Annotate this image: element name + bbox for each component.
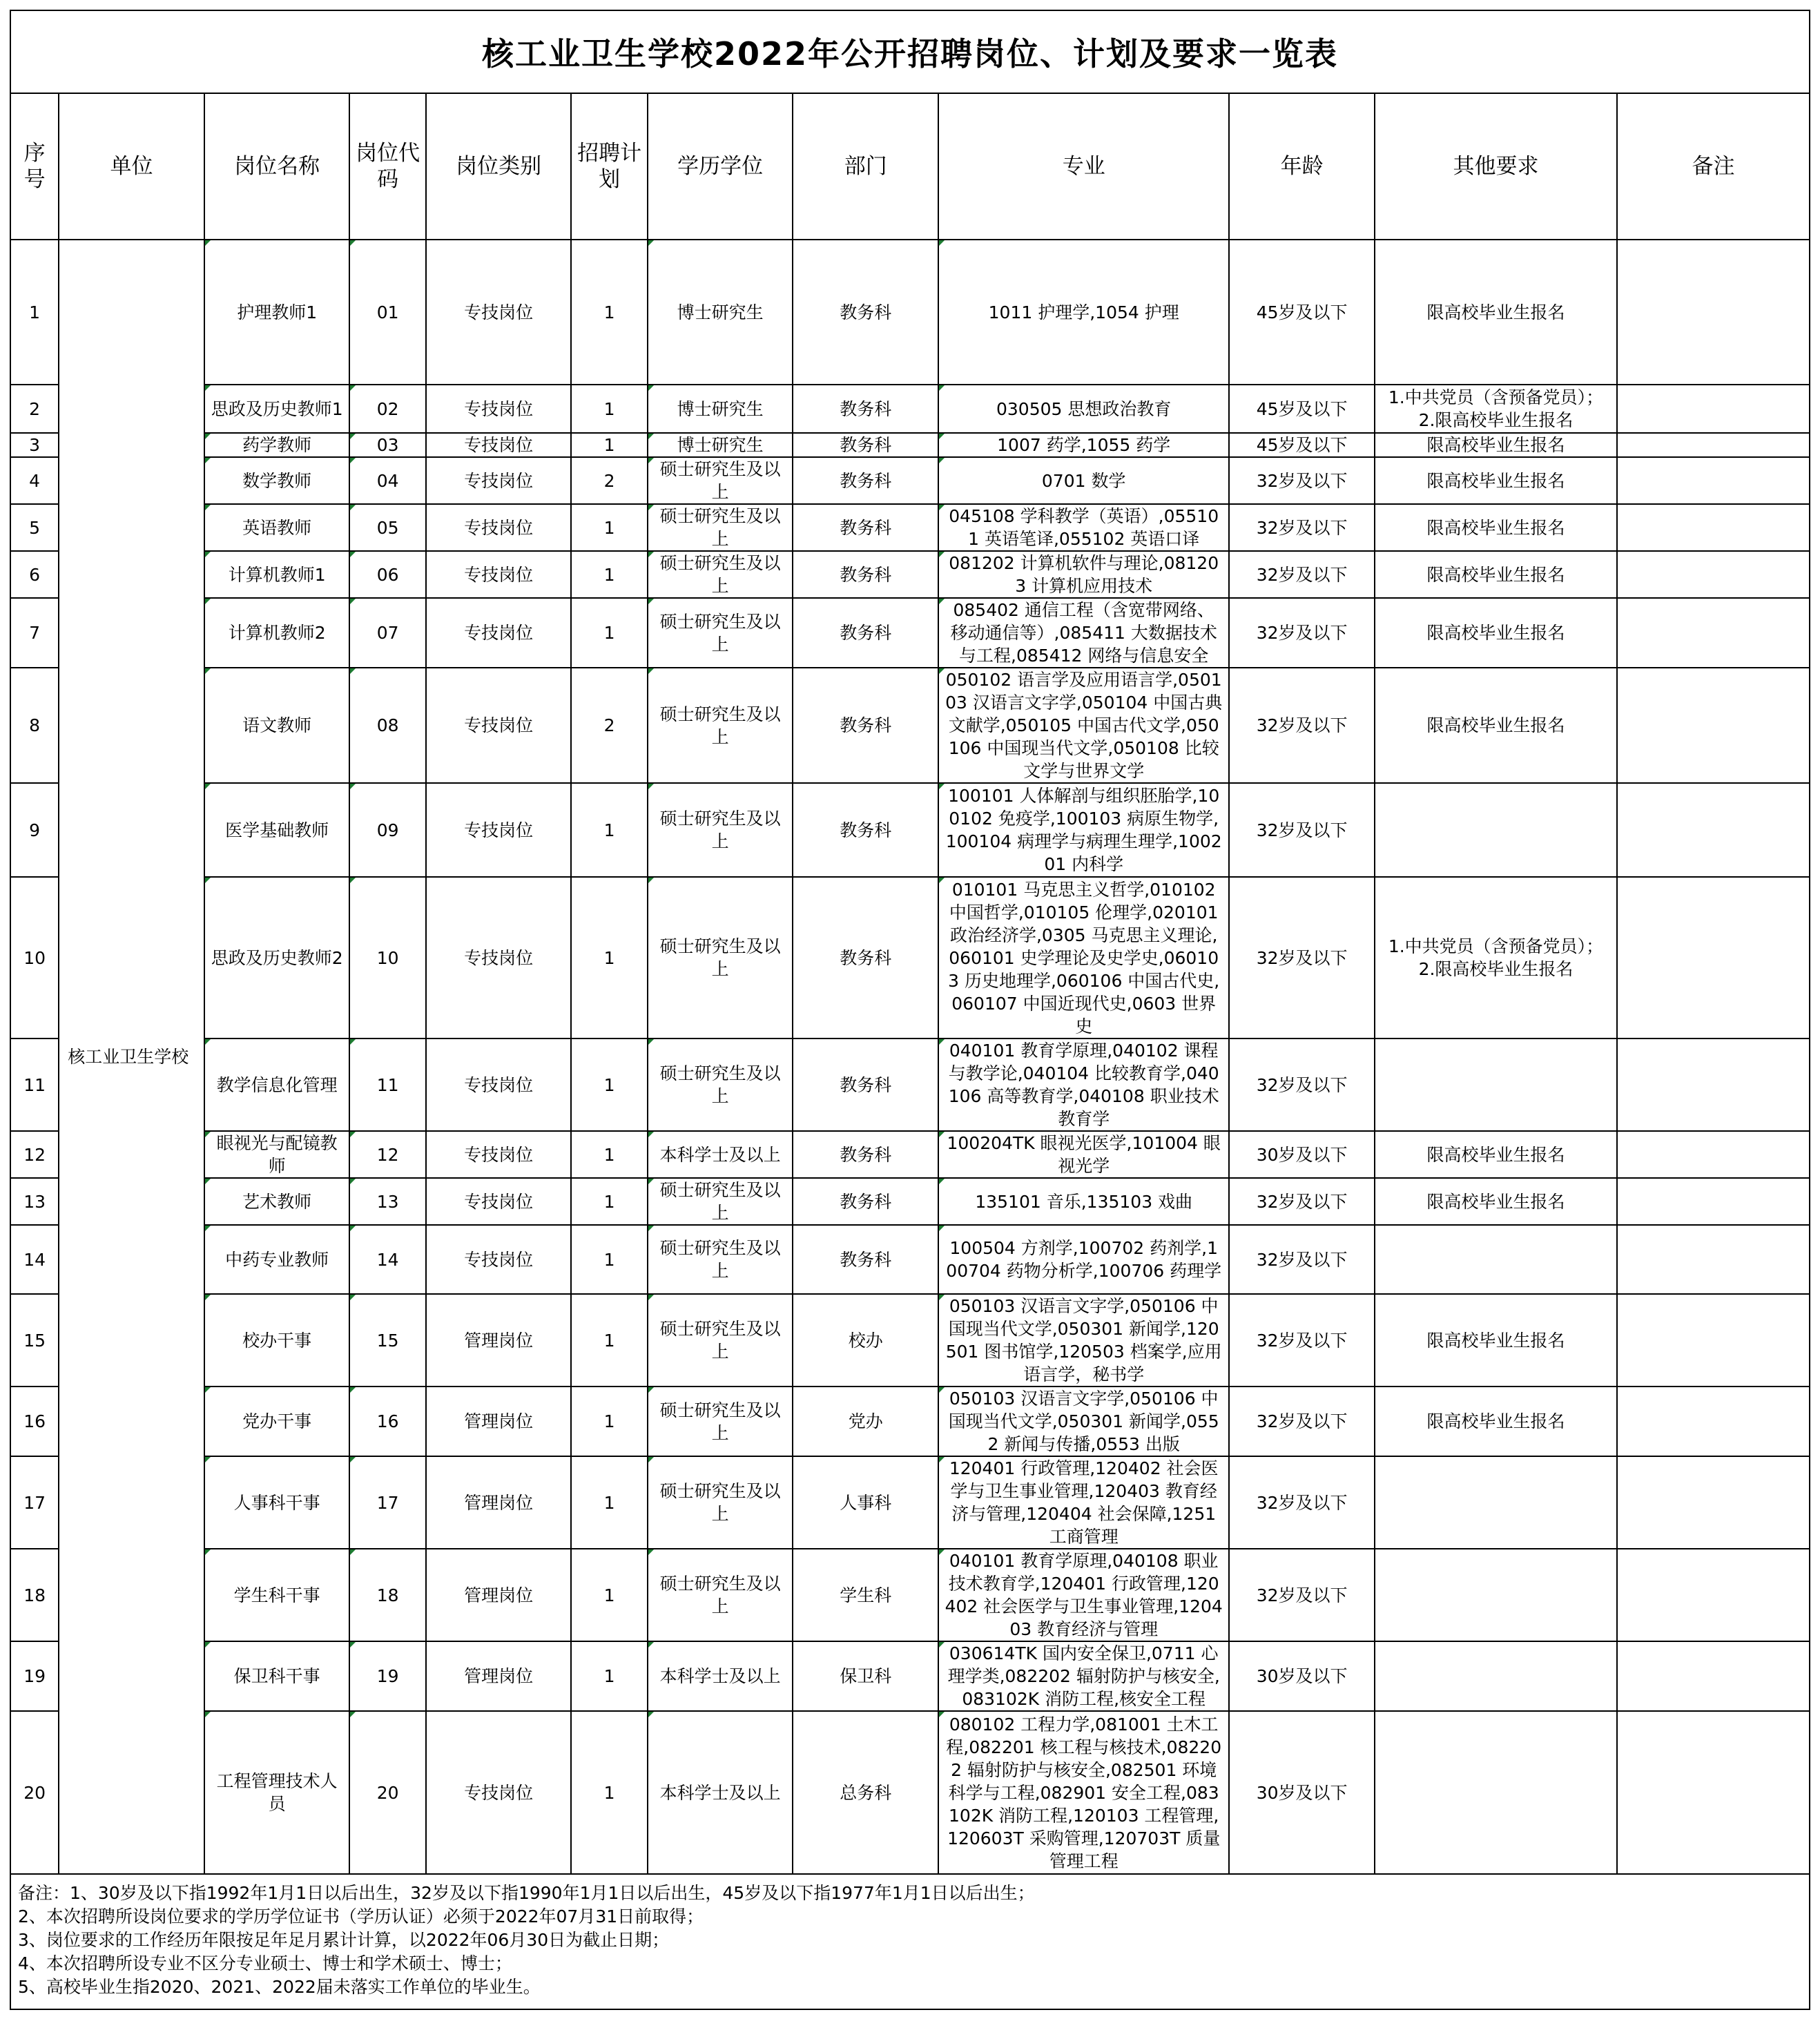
position-type-cell: 专技岗位: [426, 385, 572, 433]
row-no-cell: 2: [10, 385, 59, 433]
major-cell: 050103 汉语言文字学,050106 中国现当代文学,050301 新闻学,0552 新闻与传播,0553 出版: [938, 1387, 1229, 1456]
row-no-cell: 20: [10, 1711, 59, 1874]
major-cell: 050102 语言学及应用语言学,050103 汉语言文字学,050104 中国古典文献学,050105 中国古代文学,050106 中国现当代文学,050108 比较文学与世界文学: [938, 668, 1229, 783]
note-cell: [1617, 877, 1810, 1039]
other-requirements-cell: [1375, 1549, 1617, 1641]
table-row: [10, 1387, 1810, 1456]
footnote-line: 2、本次招聘所设岗位要求的学历学位证书（学历认证）必须于2022年07月31日前取得；: [18, 1906, 704, 1926]
unit-cell: 核工业卫生学校: [59, 240, 204, 1874]
age-cell: 32岁及以下: [1229, 1549, 1375, 1641]
position-code-cell: 02: [349, 385, 425, 433]
position-code-cell: 14: [349, 1225, 425, 1294]
note-cell: [1617, 668, 1810, 783]
header-age: 年龄: [1229, 93, 1375, 240]
education-cell: 博士研究生: [648, 385, 793, 433]
department-cell: 教务科: [793, 1178, 938, 1225]
position-name-cell: 数学教师: [204, 457, 350, 504]
position-code-cell: 04: [349, 457, 425, 504]
position-name-cell: 语文教师: [204, 668, 350, 783]
other-requirements-cell: [1375, 1039, 1617, 1131]
education-cell: 硕士研究生及以上: [648, 783, 793, 877]
age-cell: 32岁及以下: [1229, 877, 1375, 1039]
other-requirements-cell: 限高校毕业生报名: [1375, 1387, 1617, 1456]
position-name-cell: 艺术教师: [204, 1178, 350, 1225]
education-cell: 博士研究生: [648, 240, 793, 385]
position-code-cell: 17: [349, 1456, 425, 1549]
footnote-line: 5、高校毕业生指2020、2021、2022届未落实工作单位的毕业生。: [18, 1977, 541, 1997]
plan-cell: 2: [571, 457, 647, 504]
note-cell: [1617, 1387, 1810, 1456]
position-type-cell: 专技岗位: [426, 598, 572, 668]
header-note: 备注: [1617, 93, 1810, 240]
table-row: [10, 433, 1810, 457]
position-type-cell: 专技岗位: [426, 1039, 572, 1131]
row-no-cell: 5: [10, 504, 59, 551]
table-row: [10, 1225, 1810, 1294]
plan-cell: 1: [571, 1711, 647, 1874]
position-code-cell: 11: [349, 1039, 425, 1131]
age-cell: 32岁及以下: [1229, 457, 1375, 504]
table-row: [10, 783, 1810, 877]
position-code-cell: 05: [349, 504, 425, 551]
education-cell: 硕士研究生及以上: [648, 504, 793, 551]
note-cell: [1617, 433, 1810, 457]
plan-cell: 1: [571, 1387, 647, 1456]
position-code-cell: 13: [349, 1178, 425, 1225]
department-cell: 保卫科: [793, 1641, 938, 1711]
plan-cell: 1: [571, 1225, 647, 1294]
header-position-type: 岗位类别: [426, 93, 572, 240]
table-row: [10, 668, 1810, 783]
education-cell: 硕士研究生及以上: [648, 598, 793, 668]
table-row: [10, 1641, 1810, 1711]
major-cell: 050103 汉语言文字学,050106 中国现当代文学,050301 新闻学,120501 图书馆学,120503 档案学,应用语言学，秘书学: [938, 1294, 1229, 1387]
department-cell: 党办: [793, 1387, 938, 1456]
position-name-cell: 党办干事: [204, 1387, 350, 1456]
position-name-cell: 保卫科干事: [204, 1641, 350, 1711]
header-plan: 招聘计划: [571, 93, 647, 240]
note-cell: [1617, 1711, 1810, 1874]
table-row: [10, 504, 1810, 551]
position-name-cell: 思政及历史教师2: [204, 877, 350, 1039]
position-type-cell: 专技岗位: [426, 433, 572, 457]
department-cell: 人事科: [793, 1456, 938, 1549]
note-cell: [1617, 783, 1810, 877]
header-position-name: 岗位名称: [204, 93, 350, 240]
position-code-cell: 07: [349, 598, 425, 668]
row-no-cell: 10: [10, 877, 59, 1039]
position-type-cell: 管理岗位: [426, 1387, 572, 1456]
note-cell: [1617, 1039, 1810, 1131]
age-cell: 32岁及以下: [1229, 1178, 1375, 1225]
table-body: [10, 240, 1810, 1874]
note-cell: [1617, 1456, 1810, 1549]
other-requirements-cell: 限高校毕业生报名: [1375, 240, 1617, 385]
position-name-cell: 医学基础教师: [204, 783, 350, 877]
plan-cell: 1: [571, 598, 647, 668]
education-cell: 硕士研究生及以上: [648, 1225, 793, 1294]
age-cell: 32岁及以下: [1229, 1456, 1375, 1549]
age-cell: 45岁及以下: [1229, 385, 1375, 433]
table-row: [10, 1294, 1810, 1387]
education-cell: 硕士研究生及以上: [648, 1039, 793, 1131]
row-no-cell: 16: [10, 1387, 59, 1456]
other-requirements-cell: 1.中共党员（含预备党员）； 2.限高校毕业生报名: [1375, 877, 1617, 1039]
plan-cell: 2: [571, 668, 647, 783]
major-cell: 120401 行政管理,120402 社会医学与卫生事业管理,120403 教育经济与管理,120404 社会保障,1251 工商管理: [938, 1456, 1229, 1549]
major-cell: 0701 数学: [938, 457, 1229, 504]
position-name-cell: 药学教师: [204, 433, 350, 457]
major-cell: 045108 学科教学（英语）,055101 英语笔译,055102 英语口译: [938, 504, 1229, 551]
age-cell: 32岁及以下: [1229, 598, 1375, 668]
footnote-line: 备注：1、30岁及以下指1992年1月1日以后出生，32岁及以下指1990年1月1日以后出生，45岁及以下指1977年1月1日以后出生；: [18, 1883, 1035, 1903]
age-cell: 30岁及以下: [1229, 1711, 1375, 1874]
position-type-cell: 专技岗位: [426, 504, 572, 551]
major-cell: 100204TK 眼视光医学,101004 眼视光学: [938, 1131, 1229, 1178]
education-cell: 硕士研究生及以上: [648, 668, 793, 783]
note-cell: [1617, 1178, 1810, 1225]
other-requirements-cell: 限高校毕业生报名: [1375, 668, 1617, 783]
header-unit: 单位: [59, 93, 204, 240]
department-cell: 学生科: [793, 1549, 938, 1641]
education-cell: 本科学士及以上: [648, 1711, 793, 1874]
position-code-cell: 06: [349, 551, 425, 598]
position-type-cell: 管理岗位: [426, 1549, 572, 1641]
position-code-cell: 18: [349, 1549, 425, 1641]
header-major: 专业: [938, 93, 1229, 240]
department-cell: 教务科: [793, 783, 938, 877]
row-no-cell: 14: [10, 1225, 59, 1294]
age-cell: 30岁及以下: [1229, 1641, 1375, 1711]
position-code-cell: 09: [349, 783, 425, 877]
row-no-cell: 3: [10, 433, 59, 457]
major-cell: 085402 通信工程（含宽带网络、移动通信等）,085411 大数据技术与工程,085412 网络与信息安全: [938, 598, 1229, 668]
plan-cell: 1: [571, 551, 647, 598]
position-code-cell: 03: [349, 433, 425, 457]
education-cell: 本科学士及以上: [648, 1641, 793, 1711]
age-cell: 45岁及以下: [1229, 433, 1375, 457]
position-type-cell: 专技岗位: [426, 551, 572, 598]
education-cell: 硕士研究生及以上: [648, 1294, 793, 1387]
other-requirements-cell: [1375, 1225, 1617, 1294]
age-cell: 32岁及以下: [1229, 1039, 1375, 1131]
other-requirements-cell: [1375, 1641, 1617, 1711]
other-requirements-cell: 限高校毕业生报名: [1375, 433, 1617, 457]
position-type-cell: 管理岗位: [426, 1294, 572, 1387]
table-row: [10, 1131, 1810, 1178]
note-cell: [1617, 1131, 1810, 1178]
age-cell: 30岁及以下: [1229, 1131, 1375, 1178]
position-code-cell: 15: [349, 1294, 425, 1387]
table-row: [10, 1456, 1810, 1549]
plan-cell: 1: [571, 1178, 647, 1225]
major-cell: 080102 工程力学,081001 土木工程,082201 核工程与核技术,082202 辐射防护与核安全,082501 环境科学与工程,082901 安全工程,083102K 消防工程,120103 工程管理,120603T 采购管理,120703T 质量管理工程: [938, 1711, 1229, 1874]
other-requirements-cell: 1.中共党员（含预备党员）； 2.限高校毕业生报名: [1375, 385, 1617, 433]
department-cell: 教务科: [793, 504, 938, 551]
education-cell: 硕士研究生及以上: [648, 1456, 793, 1549]
department-cell: 教务科: [793, 598, 938, 668]
department-cell: 教务科: [793, 877, 938, 1039]
age-cell: 32岁及以下: [1229, 783, 1375, 877]
footnotes: [10, 1875, 1810, 2010]
other-requirements-cell: 限高校毕业生报名: [1375, 1178, 1617, 1225]
plan-cell: 1: [571, 240, 647, 385]
education-cell: 硕士研究生及以上: [648, 1387, 793, 1456]
department-cell: 教务科: [793, 1225, 938, 1294]
table-row: [10, 877, 1810, 1039]
position-type-cell: 专技岗位: [426, 668, 572, 783]
plan-cell: 1: [571, 877, 647, 1039]
major-cell: 040101 教育学原理,040102 课程与教学论,040104 比较教育学,040106 高等教育学,040108 职业技术教育学: [938, 1039, 1229, 1131]
department-cell: 教务科: [793, 668, 938, 783]
plan-cell: 1: [571, 1039, 647, 1131]
age-cell: 45岁及以下: [1229, 240, 1375, 385]
plan-cell: 1: [571, 1131, 647, 1178]
table-row: [10, 1549, 1810, 1641]
note-cell: [1617, 551, 1810, 598]
age-cell: 32岁及以下: [1229, 1294, 1375, 1387]
position-type-cell: 专技岗位: [426, 783, 572, 877]
table-row: [10, 1178, 1810, 1225]
department-cell: 教务科: [793, 433, 938, 457]
other-requirements-cell: [1375, 1456, 1617, 1549]
header-row: [10, 93, 1810, 240]
education-cell: 硕士研究生及以上: [648, 551, 793, 598]
position-code-cell: 12: [349, 1131, 425, 1178]
row-no-cell: 18: [10, 1549, 59, 1641]
department-cell: 教务科: [793, 457, 938, 504]
major-cell: 1011 护理学,1054 护理: [938, 240, 1229, 385]
position-type-cell: 专技岗位: [426, 240, 572, 385]
header-position-code: 岗位代码: [349, 93, 425, 240]
position-name-cell: 眼视光与配镜教师: [204, 1131, 350, 1178]
plan-cell: 1: [571, 385, 647, 433]
note-cell: [1617, 504, 1810, 551]
position-code-cell: 20: [349, 1711, 425, 1874]
major-cell: 030505 思想政治教育: [938, 385, 1229, 433]
other-requirements-cell: [1375, 783, 1617, 877]
position-code-cell: 10: [349, 877, 425, 1039]
major-cell: 040101 教育学原理,040108 职业技术教育学,120401 行政管理,120402 社会医学与卫生事业管理,120403 教育经济与管理: [938, 1549, 1229, 1641]
note-cell: [1617, 385, 1810, 433]
row-no-cell: 15: [10, 1294, 59, 1387]
table-row: [10, 1711, 1810, 1874]
position-name-cell: 计算机教师1: [204, 551, 350, 598]
row-no-cell: 17: [10, 1456, 59, 1549]
position-code-cell: 08: [349, 668, 425, 783]
position-type-cell: 专技岗位: [426, 1711, 572, 1874]
position-type-cell: 专技岗位: [426, 1131, 572, 1178]
position-name-cell: 工程管理技术人员: [204, 1711, 350, 1874]
plan-cell: 1: [571, 1549, 647, 1641]
age-cell: 32岁及以下: [1229, 1387, 1375, 1456]
position-name-cell: 计算机教师2: [204, 598, 350, 668]
other-requirements-cell: [1375, 1711, 1617, 1874]
note-cell: [1617, 240, 1810, 385]
major-cell: 1007 药学,1055 药学: [938, 433, 1229, 457]
position-name-cell: 英语教师: [204, 504, 350, 551]
department-cell: 校办: [793, 1294, 938, 1387]
position-type-cell: 管理岗位: [426, 1641, 572, 1711]
row-no-cell: 8: [10, 668, 59, 783]
note-cell: [1617, 1641, 1810, 1711]
plan-cell: 1: [571, 1641, 647, 1711]
position-name-cell: 教学信息化管理: [204, 1039, 350, 1131]
note-cell: [1617, 1549, 1810, 1641]
age-cell: 32岁及以下: [1229, 504, 1375, 551]
row-no-cell: 12: [10, 1131, 59, 1178]
department-cell: 教务科: [793, 385, 938, 433]
department-cell: 教务科: [793, 1039, 938, 1131]
footnote-line: 3、岗位要求的工作经历年限按足年足月累计计算，以2022年06月30日为截止日期；: [18, 1930, 670, 1950]
education-cell: 博士研究生: [648, 433, 793, 457]
position-type-cell: 专技岗位: [426, 1178, 572, 1225]
row-no-cell: 4: [10, 457, 59, 504]
department-cell: 总务科: [793, 1711, 938, 1874]
plan-cell: 1: [571, 1456, 647, 1549]
position-name-cell: 学生科干事: [204, 1549, 350, 1641]
department-cell: 教务科: [793, 240, 938, 385]
position-name-cell: 校办干事: [204, 1294, 350, 1387]
education-cell: 硕士研究生及以上: [648, 877, 793, 1039]
row-no-cell: 6: [10, 551, 59, 598]
recruitment-sheet: [10, 10, 1810, 2010]
other-requirements-cell: 限高校毕业生报名: [1375, 598, 1617, 668]
major-cell: 081202 计算机软件与理论,081203 计算机应用技术: [938, 551, 1229, 598]
education-cell: 硕士研究生及以上: [648, 1178, 793, 1225]
row-no-cell: 19: [10, 1641, 59, 1711]
row-no-cell: 1: [10, 240, 59, 385]
table-row: [10, 385, 1810, 433]
row-no-cell: 13: [10, 1178, 59, 1225]
recruitment-table: [10, 93, 1810, 1875]
position-code-cell: 01: [349, 240, 425, 385]
plan-cell: 1: [571, 504, 647, 551]
position-code-cell: 19: [349, 1641, 425, 1711]
position-name-cell: 人事科干事: [204, 1456, 350, 1549]
position-type-cell: 专技岗位: [426, 457, 572, 504]
header-department: 部门: [793, 93, 938, 240]
major-cell: 030614TK 国内安全保卫,0711 心理学类,082202 辐射防护与核安全,083102K 消防工程,核安全工程: [938, 1641, 1229, 1711]
table-row: [10, 551, 1810, 598]
page-title: 核工业卫生学校2022年公开招聘岗位、计划及要求一览表: [10, 10, 1810, 93]
department-cell: 教务科: [793, 551, 938, 598]
other-requirements-cell: 限高校毕业生报名: [1375, 551, 1617, 598]
note-cell: [1617, 1294, 1810, 1387]
age-cell: 32岁及以下: [1229, 551, 1375, 598]
note-cell: [1617, 457, 1810, 504]
table-row: [10, 457, 1810, 504]
position-code-cell: 16: [349, 1387, 425, 1456]
table-row: [10, 1039, 1810, 1131]
other-requirements-cell: 限高校毕业生报名: [1375, 1294, 1617, 1387]
header-other: 其他要求: [1375, 93, 1617, 240]
education-cell: 硕士研究生及以上: [648, 1549, 793, 1641]
table-row: [10, 240, 1810, 385]
position-name-cell: 思政及历史教师1: [204, 385, 350, 433]
header-no: 序号: [10, 93, 59, 240]
plan-cell: 1: [571, 1294, 647, 1387]
footnote-line: 4、本次招聘所设专业不区分专业硕士、博士和学术硕士、博士；: [18, 1953, 512, 1973]
other-requirements-cell: 限高校毕业生报名: [1375, 504, 1617, 551]
position-name-cell: 护理教师1: [204, 240, 350, 385]
education-cell: 本科学士及以上: [648, 1131, 793, 1178]
other-requirements-cell: 限高校毕业生报名: [1375, 1131, 1617, 1178]
other-requirements-cell: 限高校毕业生报名: [1375, 457, 1617, 504]
department-cell: 教务科: [793, 1131, 938, 1178]
position-type-cell: 管理岗位: [426, 1456, 572, 1549]
note-cell: [1617, 598, 1810, 668]
row-no-cell: 11: [10, 1039, 59, 1131]
education-cell: 硕士研究生及以上: [648, 457, 793, 504]
row-no-cell: 9: [10, 783, 59, 877]
major-cell: 100504 方剂学,100702 药剂学,100704 药物分析学,100706 药理学: [938, 1225, 1229, 1294]
major-cell: 135101 音乐,135103 戏曲: [938, 1178, 1229, 1225]
row-no-cell: 7: [10, 598, 59, 668]
table-row: [10, 598, 1810, 668]
note-cell: [1617, 1225, 1810, 1294]
position-type-cell: 专技岗位: [426, 1225, 572, 1294]
header-education: 学历学位: [648, 93, 793, 240]
position-name-cell: 中药专业教师: [204, 1225, 350, 1294]
plan-cell: 1: [571, 783, 647, 877]
major-cell: 010101 马克思主义哲学,010102 中国哲学,010105 伦理学,020101 政治经济学,0305 马克思主义理论,060101 史学理论及史学史,060103 历史地理学,060106 中国古代史,060107 中国近现代史,0603 世界史: [938, 877, 1229, 1039]
position-type-cell: 专技岗位: [426, 877, 572, 1039]
plan-cell: 1: [571, 433, 647, 457]
age-cell: 32岁及以下: [1229, 1225, 1375, 1294]
major-cell: 100101 人体解剖与组织胚胎学,100102 免疫学,100103 病原生物学,100104 病理学与病理生理学,100201 内科学: [938, 783, 1229, 877]
age-cell: 32岁及以下: [1229, 668, 1375, 783]
